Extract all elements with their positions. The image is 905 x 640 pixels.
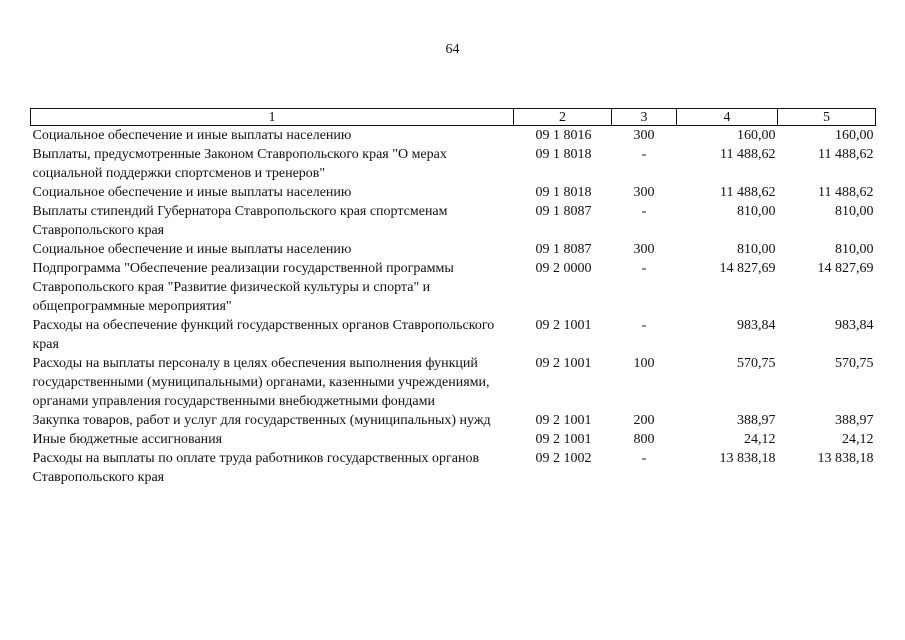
row-value-5: 388,97 bbox=[835, 413, 874, 428]
row-code: 09 1 8018 bbox=[535, 185, 592, 200]
row-type: - bbox=[641, 147, 647, 162]
row-value-4: 983,84 bbox=[737, 318, 776, 333]
row-value-4: 810,00 bbox=[737, 204, 776, 219]
row-code: 09 1 8087 bbox=[535, 204, 592, 219]
row-type: - bbox=[641, 261, 647, 276]
row-name: Закупка товаров, работ и услуг для государственных (муниципальных) нужд bbox=[32, 413, 491, 428]
row-name: Выплаты, предусмотренные Законом Ставропольского края "О мерах социальной поддержки спортсменов и тренеров" bbox=[32, 147, 447, 181]
row-value-5: 11 488,62 bbox=[818, 147, 874, 162]
column-header-2: 2 bbox=[514, 109, 612, 126]
row-code: 09 2 1001 bbox=[535, 432, 592, 447]
row-value-4: 388,97 bbox=[737, 413, 776, 428]
row-name: Иные бюджетные ассигнования bbox=[32, 432, 223, 447]
row-value-5: 13 838,18 bbox=[817, 451, 874, 466]
row-value-5: 810,00 bbox=[835, 204, 874, 219]
row-value-5: 810,00 bbox=[835, 242, 874, 257]
row-type: 300 bbox=[633, 128, 655, 143]
row-type: - bbox=[641, 204, 647, 219]
row-type: 800 bbox=[633, 432, 655, 447]
row-type: 100 bbox=[633, 356, 655, 371]
budget-table bbox=[30, 108, 876, 487]
row-type: 200 bbox=[633, 413, 655, 428]
row-value-4: 11 488,62 bbox=[720, 185, 776, 200]
row-name: Расходы на обеспечение функций государственных органов Ставропольского края bbox=[32, 318, 495, 352]
row-value-4: 810,00 bbox=[737, 242, 776, 257]
table-row bbox=[31, 202, 876, 240]
row-code: 09 1 8087 bbox=[535, 242, 592, 257]
row-name: Социальное обеспечение и иные выплаты населению bbox=[32, 128, 352, 143]
row-name: Социальное обеспечение и иные выплаты населению bbox=[32, 185, 352, 200]
row-value-5: 14 827,69 bbox=[817, 261, 874, 276]
row-type: 300 bbox=[633, 185, 655, 200]
row-name: Расходы на выплаты персоналу в целях обеспечения выполнения функций государственными (муниципальными) органами, казенными учреждениями, органами управления государственными внебюджетными фондами bbox=[32, 356, 490, 409]
row-value-4: 13 838,18 bbox=[719, 451, 776, 466]
column-header-5: 5 bbox=[778, 109, 876, 126]
row-value-4: 24,12 bbox=[744, 432, 776, 447]
row-type: - bbox=[641, 318, 647, 333]
row-value-5: 983,84 bbox=[835, 318, 874, 333]
row-name: Подпрограмма "Обеспечение реализации государственной программы Ставропольского края "Развитие физической культуры и спорта" и общепрограммные мероприятия" bbox=[32, 261, 454, 314]
page-number: 64 bbox=[445, 42, 460, 57]
column-header-1: 1 bbox=[31, 109, 514, 126]
table-row bbox=[31, 240, 876, 259]
row-value-4: 11 488,62 bbox=[720, 147, 776, 162]
row-type: 300 bbox=[633, 242, 655, 257]
row-name: Социальное обеспечение и иные выплаты населению bbox=[32, 242, 352, 257]
row-code: 09 1 8018 bbox=[535, 147, 592, 162]
row-code: 09 1 8016 bbox=[535, 128, 592, 143]
table-row bbox=[31, 354, 876, 411]
row-name: Выплаты стипендий Губернатора Ставропольского края спортсменам Ставропольского края bbox=[32, 204, 448, 238]
row-type: - bbox=[641, 451, 647, 466]
column-header-4: 4 bbox=[677, 109, 778, 126]
row-value-5: 11 488,62 bbox=[818, 185, 874, 200]
table-row bbox=[31, 183, 876, 202]
row-value-4: 14 827,69 bbox=[719, 261, 776, 276]
row-code: 09 2 0000 bbox=[535, 261, 592, 276]
row-code: 09 2 1002 bbox=[535, 451, 592, 466]
table-row bbox=[31, 430, 876, 449]
table-header-row bbox=[31, 109, 876, 126]
table-body bbox=[31, 126, 876, 488]
table-row bbox=[31, 449, 876, 487]
column-header-3: 3 bbox=[612, 109, 677, 126]
row-code: 09 2 1001 bbox=[535, 413, 592, 428]
row-value-5: 570,75 bbox=[835, 356, 874, 371]
row-value-4: 570,75 bbox=[737, 356, 776, 371]
table-row bbox=[31, 145, 876, 183]
table-row bbox=[31, 316, 876, 354]
row-name: Расходы на выплаты по оплате труда работников государственных органов Ставропольского края bbox=[32, 451, 480, 485]
row-code: 09 2 1001 bbox=[535, 318, 592, 333]
row-value-5: 160,00 bbox=[835, 128, 874, 143]
row-value-4: 160,00 bbox=[737, 128, 776, 143]
table-row bbox=[31, 411, 876, 430]
table-row bbox=[31, 259, 876, 316]
row-value-5: 24,12 bbox=[842, 432, 874, 447]
table-row bbox=[31, 126, 876, 146]
row-code: 09 2 1001 bbox=[535, 356, 592, 371]
